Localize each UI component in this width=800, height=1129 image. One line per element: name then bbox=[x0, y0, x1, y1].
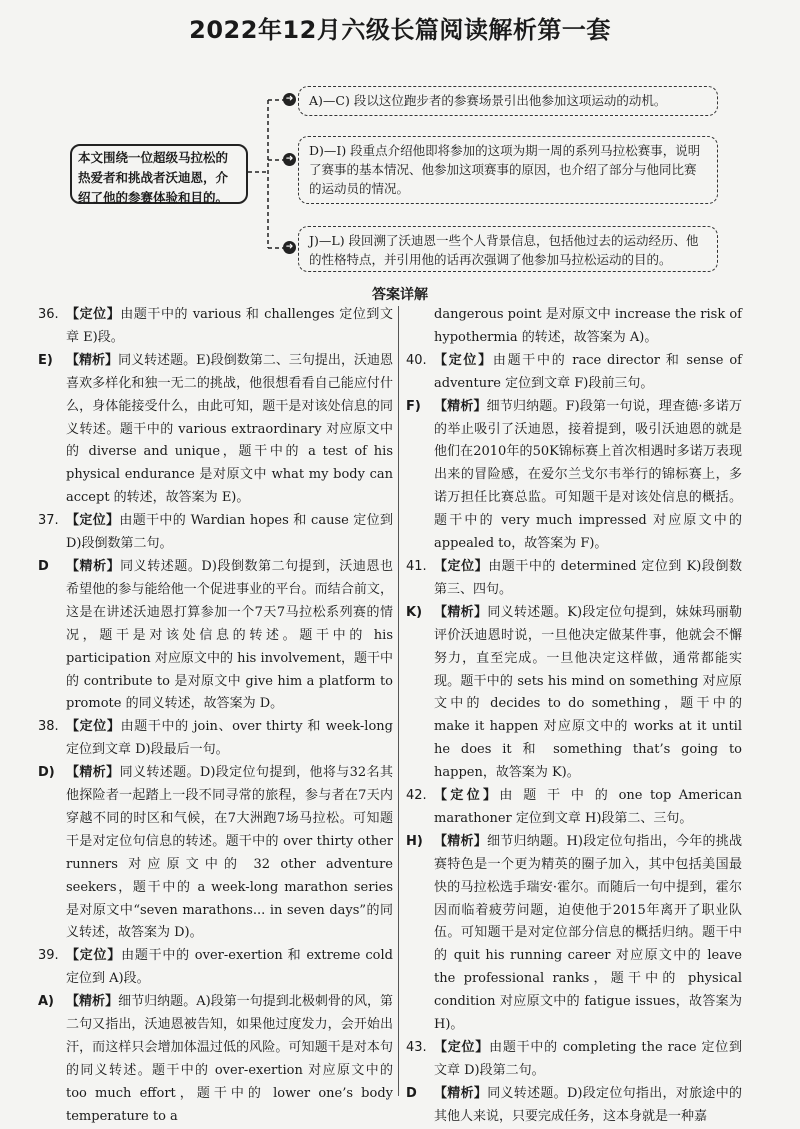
answer-letter: D bbox=[406, 1085, 417, 1101]
column-divider bbox=[398, 306, 399, 1096]
item-text: 由题干中的 completing the race 定位到文章 D)段第二句。 bbox=[434, 1040, 742, 1078]
answer-item bbox=[38, 991, 393, 1128]
item-text: 由题干中的 join、over thirty 和 week-long 定位到文章 D)段最后一句。 bbox=[66, 719, 393, 758]
item-text: 由题干中的 over-exertion 和 extreme cold 定位到 A)段。 bbox=[66, 948, 393, 987]
item-text: 同义转述题。K)段定位句提到，妹妹玛丽勒评价沃迪恩时说，一旦他决定做某件事，他就会不懈努力，直至完成。一旦他决定这样做，通常都能实现。题干中的 sets his mind on something 对应原文中的 decides to do something，题干中的 make it happen 对应原文中的 works at it until he does it 和 something that’s going to happen，故答案为 K)。 bbox=[434, 604, 742, 781]
question-number: 39. bbox=[38, 948, 59, 964]
tag-label: 【精析】 bbox=[434, 398, 487, 414]
branch-box-j-l: J)—L) 段回溯了沃迪恩一些个人背景信息，包括他过去的运动经历、他的性格特点，并引用他的话再次强调了他参加马拉松运动的目的。 bbox=[298, 226, 718, 272]
item-text: 细节归纳题。F)段第一句说，理查德·多诺万的举止吸引了沃迪恩，接着提到，吸引沃迪恩的就是他们在2010年的50K锦标赛上首次相遇时多诺万表现出来的冒险感，在爱尔兰戈尔韦举行的锦标赛上，多诺万担任比赛总监。可知题干是对该处信息的概括。题干中的 very much impressed 对应原文中的 appealed to，故答案为 F)。 bbox=[434, 398, 742, 552]
answer-item bbox=[38, 945, 393, 991]
answer-item bbox=[406, 1037, 742, 1083]
answer-letter: D) bbox=[38, 765, 55, 781]
item-text: 同义转述题。D)段定位句提到，他将与32名其他探险者一起踏上一段不同寻常的旅程，参与者在7天内穿越不同的时区和气候，在7大洲跑7场马拉松。可知题干是对定位句信息的转述。题干中的 over thirty other runners 对应原文中的 32 other adventure seekers，题干中的 a week-long marathon series 是对原文中“seven marathons... in seven days”的同义转述，故答案为 D)。 bbox=[66, 765, 393, 941]
item-text: 同义转述题。D)段倒数第二句提到，沃迪恩也希望他的参与能给他一个促进事业的平台。而结合前文，这是在讲述沃迪恩打算参加一个7天7马拉松系列赛的情况，题干是对该处信息的转述。题干中的 his participation 对应原文中的 his involvement，题干中的 contribute to 是对原文中 give him a platform to promote 的同义转述，故答案为 D。 bbox=[66, 558, 393, 712]
answer-column-right bbox=[406, 304, 742, 1129]
tag-label: 【定位】 bbox=[434, 352, 493, 368]
tag-label: 【精析】 bbox=[434, 1085, 488, 1101]
continued-text: dangerous point 是对原文中 increase the risk of hypothermia 的转述，故答案为 A)。 bbox=[434, 307, 742, 345]
tag-label: 【定位】 bbox=[434, 1040, 490, 1055]
tag-label: 【精析】 bbox=[66, 994, 119, 1010]
arrow-right-icon: ➜ bbox=[283, 93, 296, 106]
answer-item bbox=[38, 762, 393, 945]
tag-label: 【定位】 bbox=[66, 307, 121, 322]
answer-letter: A) bbox=[38, 994, 55, 1010]
section-heading: 答案详解 bbox=[372, 287, 428, 303]
tag-label: 【精析】 bbox=[434, 604, 488, 620]
answer-letter: F) bbox=[406, 398, 421, 414]
answer-item bbox=[38, 510, 393, 556]
branch-box-d-i: D)—I) 段重点介绍他即将参加的这项为期一周的系列马拉松赛事，说明了赛事的基本情况、他参加这项赛事的原因，也介绍了部分与他同比赛的运动员的情况。 bbox=[298, 136, 718, 204]
question-number: 42. bbox=[406, 788, 427, 804]
tag-label: 【定位】 bbox=[434, 558, 489, 574]
item-text: 同义转述题。D)段定位句指出，对旅途中的其他人来说，只要完成任务，这本身就是一种嘉 bbox=[434, 1085, 742, 1124]
answer-item bbox=[406, 602, 742, 785]
answer-item bbox=[38, 350, 393, 510]
item-text: 由题干中的 Wardian hopes 和 cause 定位到 D)段倒数第二句。 bbox=[66, 513, 393, 552]
branch-box-a-c: A)—C) 段以这位跑步者的参赛场景引出他参加这项运动的动机。 bbox=[298, 86, 718, 116]
answer-item bbox=[38, 716, 393, 762]
answer-letter: E) bbox=[38, 352, 53, 368]
question-number: 41. bbox=[406, 558, 427, 574]
tag-label: 【精析】 bbox=[66, 765, 120, 781]
question-number: 40. bbox=[406, 352, 427, 368]
tag-label: 【定位】 bbox=[66, 948, 122, 964]
answer-column-left bbox=[38, 304, 393, 1129]
answer-item bbox=[406, 556, 742, 602]
question-number: 38. bbox=[38, 719, 59, 735]
tag-label: 【定位】 bbox=[66, 719, 121, 735]
page-title: 2022年12月六级长篇阅读解析第一套 bbox=[189, 16, 611, 44]
tag-label: 【定位】 bbox=[434, 788, 500, 804]
tag-label: 【精析】 bbox=[66, 352, 119, 368]
summary-box: 本文围绕一位超级马拉松的热爱者和挑战者沃迪恩，介绍了他的参赛体验和目的。 bbox=[70, 144, 248, 204]
tag-label: 【定位】 bbox=[66, 513, 120, 529]
item-text: 同义转述题。E)段倒数第二、三句提出，沃迪恩喜欢多样化和独一无二的挑战，他很想看看自己能应付什么，身体能接受什么，由此可知，题干是对该处信息的同义转述。题干中的 various extraordinary 对应原文中的 diverse and unique，题干中的 a test of his physical endurance 是对原文中 what my body can accept 的转述，故答案为 E)。 bbox=[66, 352, 393, 506]
answer-item bbox=[406, 396, 742, 556]
item-text: 细节归纳题。H)段定位句指出，今年的挑战赛特色是一个更为精英的圈子加入，其中包括美国最快的马拉松选手瑞安·霍尔。而随后一句中提到，霍尔因而临着疲劳问题，迫使他于2015年离开了职业队伍。可知题干是对定位部分信息的概括归纳。题干中的 quit his running career 对应原文中的 leave the professional ranks，题干中的 physical condition 对应原文中的 fatigue issues，故答案为 H)。 bbox=[434, 833, 742, 1033]
item-text: 由题干中的 determined 定位到 K)段倒数第三、四句。 bbox=[434, 558, 742, 597]
question-number: 43. bbox=[406, 1040, 427, 1055]
item-text: 由 题 干 中 的 one top American marathoner 定位到文章 H)段第二、三句。 bbox=[434, 788, 742, 826]
arrow-right-icon: ➜ bbox=[283, 153, 296, 166]
answer-item bbox=[406, 350, 742, 396]
arrow-right-icon: ➜ bbox=[283, 241, 296, 254]
item-text: 由题干中的 various 和 challenges 定位到文章 E)段。 bbox=[66, 307, 393, 345]
answer-item bbox=[406, 785, 742, 831]
answer-item bbox=[38, 556, 393, 716]
question-number: 36. bbox=[38, 307, 59, 322]
tag-label: 【精析】 bbox=[66, 558, 121, 574]
tag-label: 【精析】 bbox=[434, 833, 488, 849]
answer-letter: H) bbox=[406, 833, 423, 849]
answer-item bbox=[38, 304, 393, 350]
answer-item bbox=[406, 831, 742, 1037]
item-text: 细节归纳题。A)段第一句提到北极刺骨的风，第二句又指出，沃迪恩被告知，如果他过度发力，会开始出汗，而这样只会增加体温过低的风险。可知题干是对本句的同义转述。题干中的 over-exertion 对应原文中的 too much effort，题干中的 lower one’s body temperature to a bbox=[66, 994, 393, 1124]
answer-letter: K) bbox=[406, 604, 423, 620]
item-text: 由题干中的 race director 和 sense of adventure 定位到文章 F)段前三句。 bbox=[434, 352, 742, 391]
answer-letter: D bbox=[38, 558, 49, 574]
question-number: 37. bbox=[38, 513, 59, 529]
